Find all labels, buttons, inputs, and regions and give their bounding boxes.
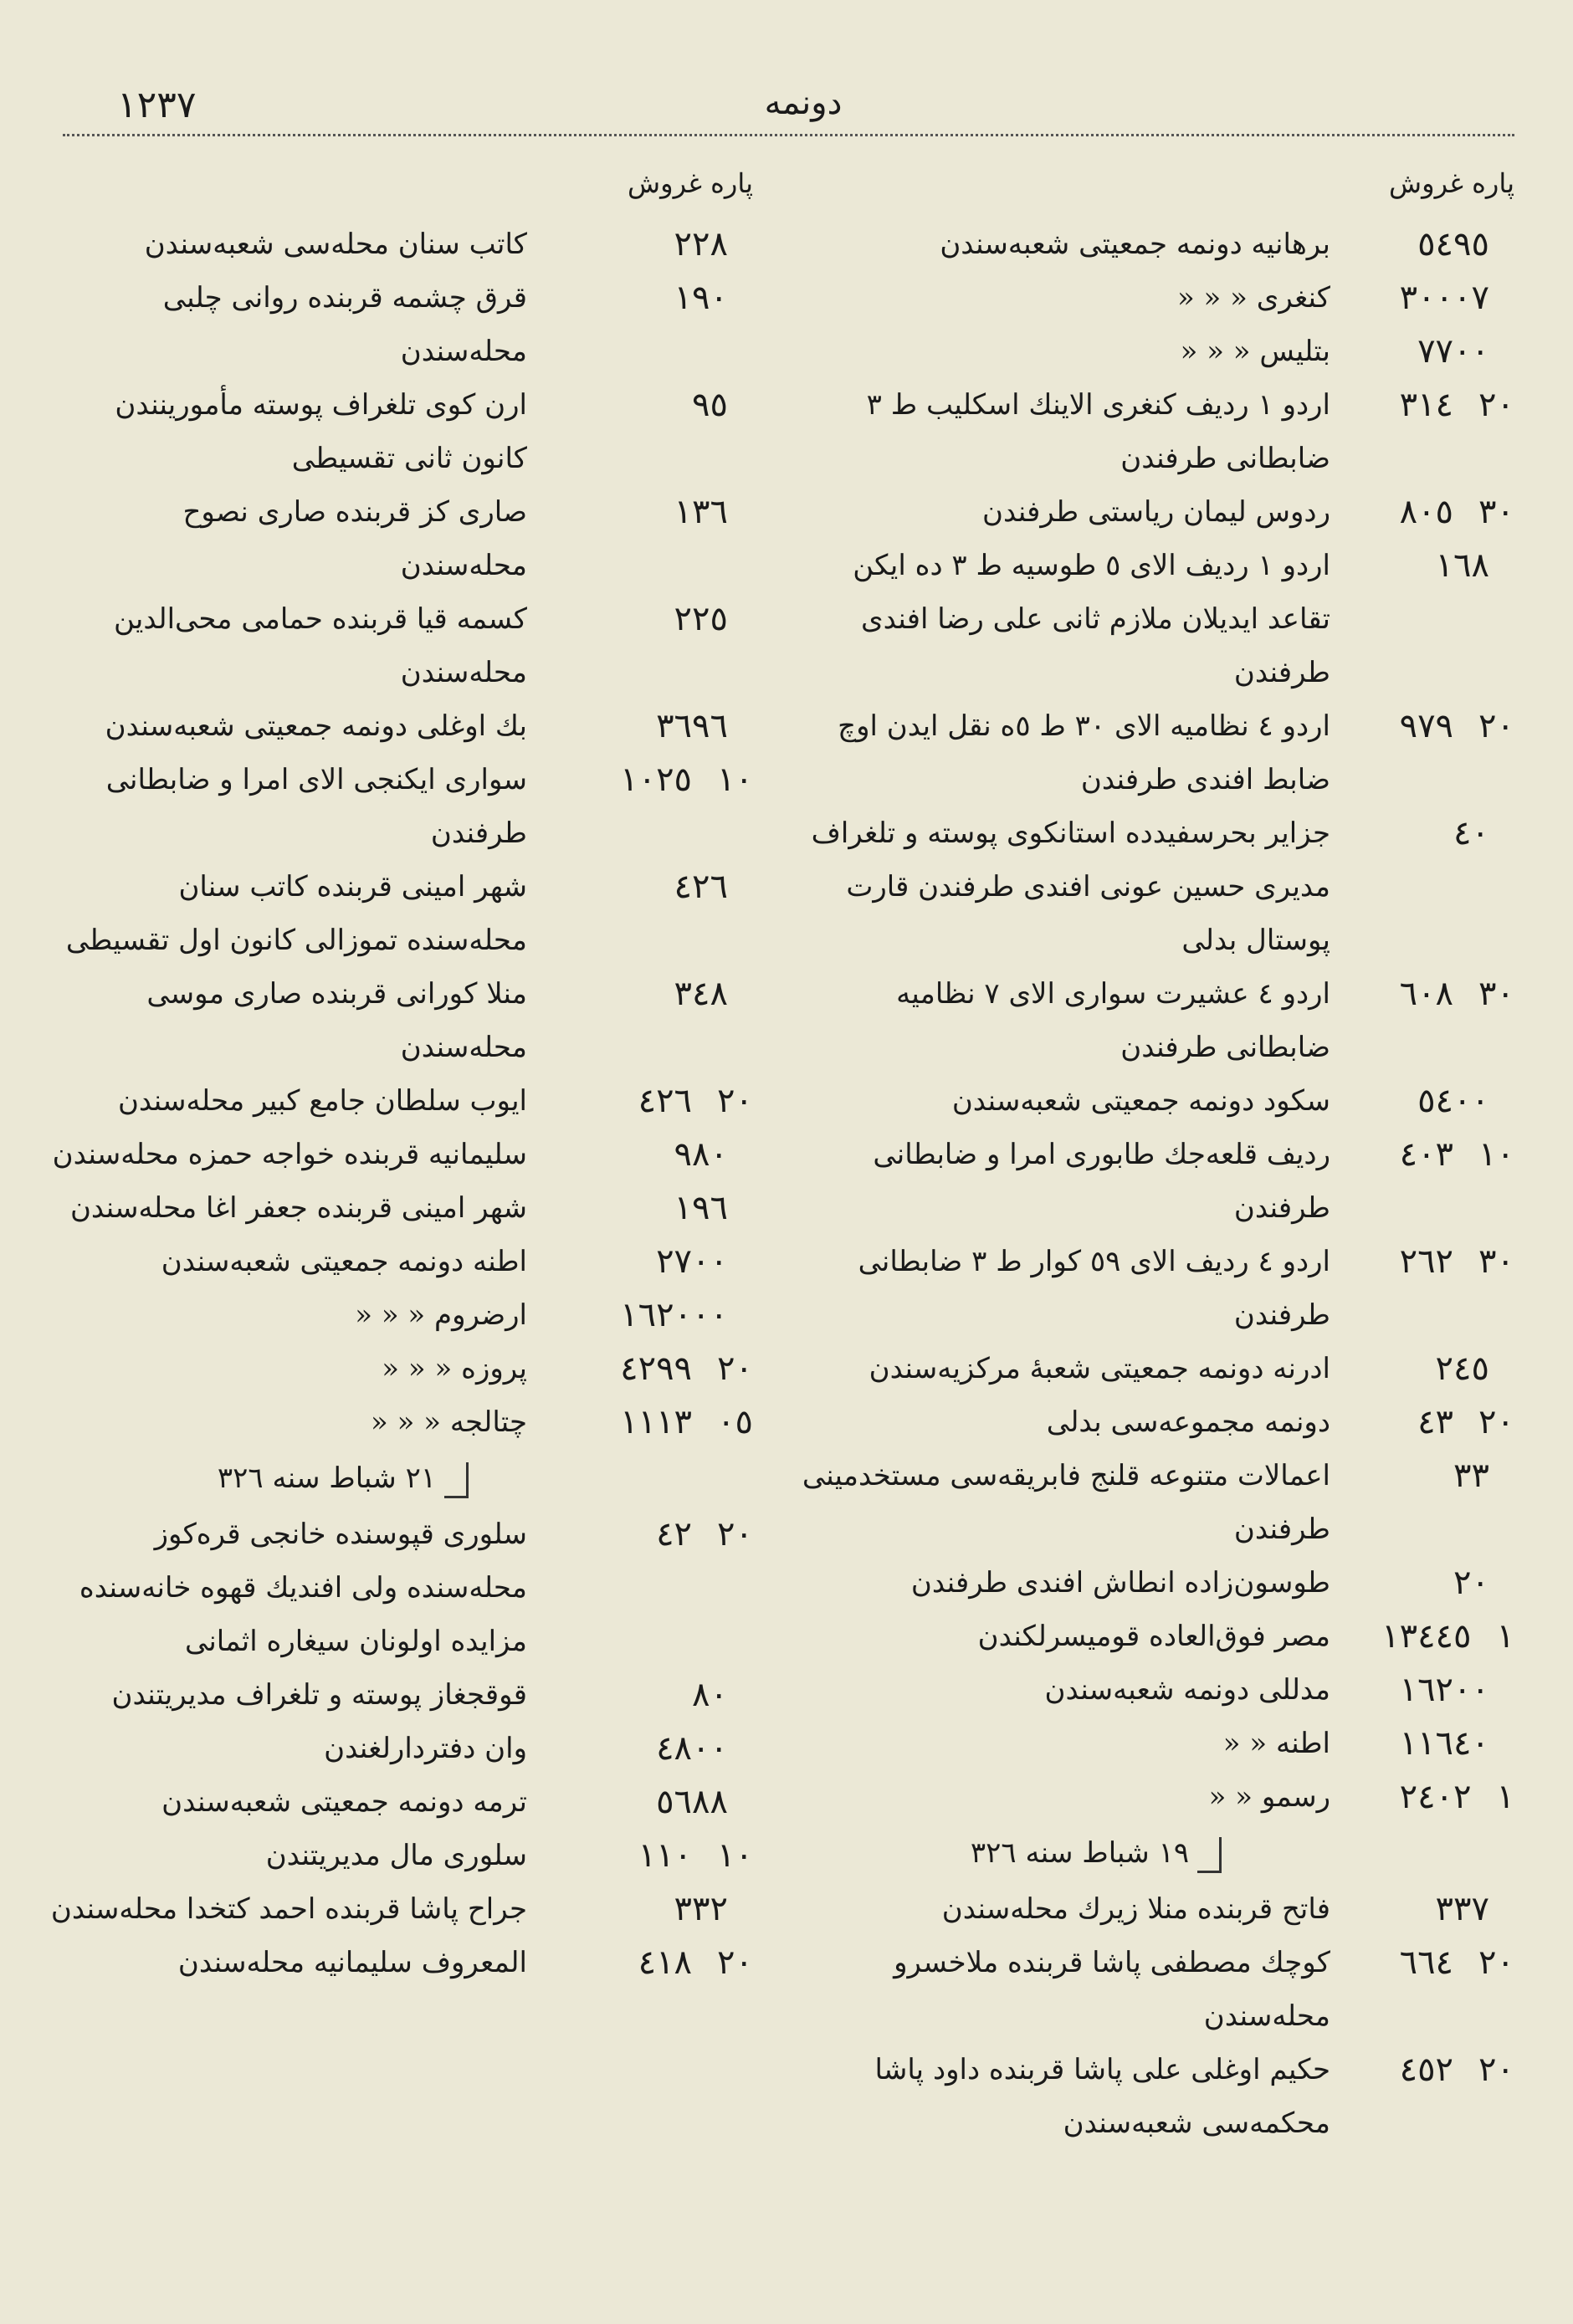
entry-description: طوسون‌زاده انطاش افندى طرفندن [910, 1566, 1330, 1600]
ledger-entry [50, 1722, 753, 1775]
kurus-amount: ٢٤٥ [1435, 1349, 1489, 1388]
amount [544, 592, 753, 646]
amount [544, 1395, 753, 1449]
kurus-amount: ٣٤٨ [674, 975, 728, 1013]
para-amount: ٠٥ [717, 1403, 753, 1441]
ledger-entry [795, 325, 1514, 378]
ledger-entry [795, 218, 1514, 271]
kurus-amount: ٢٢٨ [674, 225, 728, 264]
ledger-entry [50, 1074, 753, 1128]
kurus-amount: ١٦٢٠٠ [1399, 1671, 1489, 1709]
ledger-entry [795, 1882, 1514, 1936]
kurus-amount: ٣٣٢ [674, 1890, 728, 1928]
column-heading: پاره غروش [628, 167, 753, 199]
entry-description: المعروف سليمانيه محله‌سندن [177, 1946, 527, 1979]
kurus-amount: ١٩٦ [674, 1189, 728, 1227]
entry-description: اردو ٤ نظاميه الاى ٣٠ ط ٥ه نقل ايدن اوچ ضابط افندى طرفندن [838, 709, 1330, 796]
kurus-amount: ٩٧٩ [1399, 707, 1454, 745]
kurus-amount: ٤٣ [1417, 1403, 1454, 1441]
amount [1347, 1074, 1514, 1128]
entry-description: قوقجغاز پوسته و تلغراف مديريتندن [111, 1678, 527, 1712]
kurus-amount: ٢٧٠٠ [656, 1242, 728, 1281]
entry-description: پروزه « « « [382, 1352, 527, 1385]
kurus-amount: ١٦٢٠٠٠ [620, 1296, 728, 1334]
kurus-amount: ٤٢٦ [674, 868, 728, 906]
amount [544, 271, 753, 325]
ledger-entry [50, 860, 753, 967]
kurus-amount: ٩٨٠ [674, 1135, 728, 1174]
kurus-amount: ١٠٢٥ [620, 760, 693, 799]
kurus-amount: ٤٠٣ [1399, 1135, 1454, 1174]
amount [1347, 325, 1514, 378]
entry-description: كاتب سنان محله‌سى شعبه‌سندن [144, 228, 527, 261]
kurus-amount: ١٦٨ [1435, 546, 1489, 585]
para-amount: ١٠ [717, 1836, 753, 1875]
para-amount: ٢٠ [1478, 2050, 1514, 2089]
entry-description: رسمو « « [1208, 1780, 1330, 1814]
amount [1347, 1770, 1514, 1824]
entry-description: ايوب سلطان جامع كبير محله‌سندن [117, 1084, 527, 1118]
ledger-entry [795, 1128, 1514, 1235]
entry-description: دونمه مجموعه‌سى بدلى [1046, 1405, 1330, 1439]
entry-description: اطنه « « [1222, 1727, 1330, 1760]
entry-description: فاتح قربنده منلا زيرك محله‌سندن [941, 1892, 1330, 1926]
kurus-amount: ١٩٠ [674, 279, 728, 317]
amount [1347, 806, 1514, 860]
amount [1347, 1717, 1514, 1770]
amount [544, 1181, 753, 1235]
ledger-entry [795, 2043, 1514, 2150]
ledger-entry [795, 271, 1514, 325]
entry-description: كنغرى « « « [1176, 281, 1330, 315]
date-label: ٢١ شباط سنه ٣٢٦ [217, 1461, 437, 1495]
amount [544, 1342, 753, 1395]
ledger-entry [50, 1395, 753, 1449]
entry-description: حكيم اوغلى على پاشا قربنده داود پاشا محكمه‌سى شعبه‌سندن [874, 2053, 1330, 2140]
ledger-entry [795, 1235, 1514, 1342]
amount [1347, 1882, 1514, 1936]
para-amount: ٢٠ [717, 1943, 753, 1982]
entry-description: كوچك مصطفى پاشا قربنده ملاخسرو محله‌سندن [894, 1946, 1330, 2033]
amount [544, 1508, 753, 1561]
kurus-amount: ٦٠٨ [1399, 975, 1454, 1013]
ledger-entry [50, 592, 753, 699]
ledger-entry [795, 539, 1514, 699]
kurus-amount: ٢٦٢ [1399, 1242, 1454, 1281]
entry-description: رديف قلعه‌جك طابورى امرا و ضابطانى طرفندن [873, 1138, 1330, 1225]
amount [544, 753, 753, 806]
kurus-amount: ٤٥٢ [1399, 2050, 1454, 2089]
para-amount: ٢٠ [717, 1515, 753, 1554]
entry-description: منلا كورانى قربنده صارى موسى محله‌سندن [146, 977, 527, 1064]
entry-description: اطنه دونمه جمعيتى شعبه‌سندن [161, 1245, 527, 1278]
ledger-entry [795, 1770, 1514, 1824]
kurus-amount: ٢٠ [1453, 1564, 1489, 1602]
entry-description: ارضروم « « « [355, 1298, 527, 1332]
ledger-entry [795, 699, 1514, 806]
ledger-entry [795, 806, 1514, 967]
header-divider [63, 134, 1514, 136]
para-amount: ٢٠ [1478, 1943, 1514, 1982]
right-column [795, 159, 1514, 2150]
amount [1347, 967, 1514, 1021]
para-amount: ٢٠ [1478, 386, 1514, 424]
amount [1347, 485, 1514, 539]
ledger-entry [795, 1342, 1514, 1395]
amount [1347, 1235, 1514, 1288]
amount [544, 860, 753, 914]
kurus-amount: ٤٢٦ [638, 1082, 693, 1120]
kurus-amount: ١٣٤٤٥ [1381, 1617, 1472, 1656]
ledger-entry [50, 699, 753, 753]
ledger-entry [50, 1235, 753, 1288]
amount [1347, 1556, 1514, 1610]
amount [1347, 1610, 1514, 1663]
ledger-entry [50, 1288, 753, 1342]
amount [544, 1668, 753, 1722]
kurus-amount: ٣٣٧ [1435, 1890, 1489, 1928]
ledger-entry [795, 1556, 1514, 1610]
amount [1347, 218, 1514, 271]
kurus-amount: ٣٦٩٦ [656, 707, 728, 745]
para-amount: ٣٠ [1478, 1242, 1514, 1281]
amount [1347, 699, 1514, 753]
ledger-entry [50, 1128, 753, 1181]
ledger-entry [795, 378, 1514, 485]
para-amount: ٣٠ [1478, 493, 1514, 531]
entry-description: سوارى ايكنجى الاى امرا و ضابطانى طرفندن [105, 763, 527, 850]
entry-description: ارن كوى تلغراف پوسته مأمورينندن كانون ثانى تقسيطى [115, 388, 527, 475]
ledger-entry [50, 378, 753, 485]
ledger-entry [795, 1449, 1514, 1556]
kurus-amount: ١١٠ [638, 1836, 693, 1875]
ledger-entry [795, 1717, 1514, 1770]
kurus-amount: ٨٠ [692, 1676, 728, 1714]
kurus-amount: ٩٥ [692, 386, 728, 424]
ledger-entry [50, 485, 753, 592]
para-amount: ٢٠ [717, 1082, 753, 1120]
para-amount: ٢٠ [1478, 707, 1514, 745]
ledger-entry [795, 485, 1514, 539]
amount [544, 1936, 753, 1989]
left-column [50, 159, 753, 1989]
ledger-entry [50, 1775, 753, 1829]
ledger-entry [50, 1342, 753, 1395]
ledger-entry [50, 1882, 753, 1936]
kurus-amount: ٢٢٥ [674, 600, 728, 638]
entry-description: ردوس ليمان رياستى طرفندن [982, 495, 1330, 529]
kurus-amount: ٣٣ [1453, 1456, 1489, 1495]
amount [544, 1829, 753, 1882]
ledger-entry [50, 753, 753, 860]
kurus-amount: ٣١٤ [1399, 386, 1454, 424]
amount [1347, 1128, 1514, 1181]
kurus-amount: ٤٢٩٩ [620, 1349, 693, 1388]
kurus-amount: ١١١٣ [620, 1403, 693, 1441]
date-label: ١٩ شباط سنه ٣٢٦ [970, 1836, 1190, 1870]
ledger-entry [795, 1936, 1514, 2043]
amount [1347, 1936, 1514, 1989]
amount [1347, 539, 1514, 592]
amount [1347, 1663, 1514, 1717]
ledger-entry [50, 967, 753, 1074]
kurus-amount: ٤١٨ [638, 1943, 693, 1982]
entry-description: اعمالات متنوعه قلنج فابريقه‌سى مستخدمينى طرفندن [802, 1459, 1330, 1546]
amount [1347, 2043, 1514, 2096]
para-amount: ١٠ [1478, 1135, 1514, 1174]
entry-description: مصر فوق‌العاده قوميسرلكندن [977, 1620, 1330, 1653]
entry-description: سليمانيه قربنده خواجه حمزه محله‌سندن [52, 1138, 527, 1171]
column-heading: پاره غروش [1389, 167, 1514, 199]
date-bracket [1197, 1837, 1222, 1873]
entry-description: اردو ٤ رديف الاى ٥٩ كوار ط ٣ ضابطانى طرفندن [858, 1245, 1330, 1332]
ledger-entry [50, 218, 753, 271]
para-amount: ١ [1496, 1617, 1514, 1656]
entry-description: شهر امينى قربنده جعفر اغا محله‌سندن [69, 1191, 527, 1225]
page-number: ١٢٣٧ [117, 84, 197, 126]
ledger-entry [50, 1829, 753, 1882]
amount [544, 1722, 753, 1775]
entry-description: كسمه قيا قربنده حمامى محى‌الدين محله‌سندن [114, 602, 527, 689]
entry-description: ادرنه دونمه جمعيتى شعبهٔ مركزيه‌سندن [868, 1352, 1330, 1385]
kurus-amount: ٦٦٤ [1399, 1943, 1454, 1982]
amount [544, 378, 753, 432]
amount [1347, 1395, 1514, 1449]
kurus-amount: ٥٤٩٥ [1417, 225, 1489, 264]
kurus-amount: ٢٤٠٢ [1399, 1778, 1472, 1816]
entry-description: سلورى قپوسنده خانجى قره‌كوز محله‌سنده ولى افنديك قهوه خانه‌سنده مزايده اولونان سيغاره اثمانى [79, 1518, 527, 1658]
entry-description: برهانيه دونمه جمعيتى شعبه‌سندن [940, 228, 1330, 261]
ledger-entry [795, 967, 1514, 1074]
date-bracket [444, 1462, 469, 1498]
entry-description: اردو ١ رديف كنغرى الاينك اسكليب ط ٣ ضابطانى طرفندن [866, 388, 1330, 475]
para-amount: ١٠ [717, 760, 753, 799]
amount [544, 1288, 753, 1342]
kurus-amount: ٣٠٠٠٧ [1399, 279, 1489, 317]
kurus-amount: ٨٠٥ [1399, 493, 1454, 531]
kurus-amount: ١٣٦ [674, 493, 728, 531]
entry-description: وان دفتردارلغندن [324, 1732, 527, 1765]
amount [544, 1235, 753, 1288]
amount [544, 1882, 753, 1936]
amount [1347, 271, 1514, 325]
amount [1347, 378, 1514, 432]
entry-description: اردو ٤ عشيرت سوارى الاى ٧ نظاميه ضابطانى طرفندن [896, 977, 1330, 1064]
kurus-amount: ٤٠ [1453, 814, 1489, 852]
ledger-entry [795, 1074, 1514, 1128]
entry-description: قرق چشمه قربنده روانى چلبى محله‌سندن [162, 281, 527, 368]
entry-description: بتليس « « « [1180, 335, 1330, 368]
amount [544, 218, 753, 271]
date-divider [795, 1824, 1514, 1882]
entry-description: سلورى مال مديريتندن [265, 1839, 527, 1872]
page-header [117, 84, 1489, 134]
ledger-entry [50, 1508, 753, 1668]
kurus-amount: ٤٨٠٠ [656, 1729, 728, 1768]
entry-description: سكود دونمه جمعيتى شعبه‌سندن [951, 1084, 1330, 1118]
amount [544, 1074, 753, 1128]
entry-description: ترمه دونمه جمعيتى شعبه‌سندن [161, 1785, 527, 1819]
para-amount: ١ [1496, 1778, 1514, 1816]
date-divider [50, 1449, 753, 1508]
ledger-entry [795, 1610, 1514, 1663]
ledger-entry [50, 1181, 753, 1235]
para-amount: ٢٠ [717, 1349, 753, 1388]
kurus-amount: ٤٢ [656, 1515, 693, 1554]
ledger-entry [50, 271, 753, 378]
para-amount: ٣٠ [1478, 975, 1514, 1013]
entry-description: صارى كز قربنده صارى نصوح محله‌سندن [182, 495, 527, 582]
ledger-entry [795, 1663, 1514, 1717]
ledger-entry [50, 1936, 753, 1989]
entry-description: بك اوغلى دونمه جمعيتى شعبه‌سندن [105, 709, 527, 743]
amount [1347, 1449, 1514, 1502]
amount [544, 485, 753, 539]
entry-description: چتالجه « « « [371, 1405, 527, 1439]
entry-description: جراح پاشا قربنده احمد كتخدا محله‌سندن [50, 1892, 527, 1926]
amount [544, 967, 753, 1021]
para-amount: ٢٠ [1478, 1403, 1514, 1441]
entry-description: شهر امينى قربنده كاتب سنان محله‌سنده تموزالى كانون اول تقسيطى [65, 870, 527, 957]
ledger-entry [795, 1395, 1514, 1449]
entry-description: مدللى دونمه شعبه‌سندن [1044, 1673, 1330, 1707]
kurus-amount: ١١٦٤٠ [1399, 1724, 1489, 1763]
amount [544, 699, 753, 753]
amount [544, 1128, 753, 1181]
entry-description: جزاير بحرسفيدده استانكوى پوسته و تلغراف مديرى حسين عونى افندى طرفندن قارت پوستال بدلى [811, 816, 1330, 957]
page-title: دونمه [764, 84, 843, 122]
amount [1347, 1342, 1514, 1395]
kurus-amount: ٧٧٠٠ [1417, 332, 1489, 371]
kurus-amount: ٥٤٠٠ [1417, 1082, 1489, 1120]
ledger-entry [50, 1668, 753, 1722]
entry-description: اردو ١ رديف الاى ٥ طوسيه ط ٣ ده ايكن تقاعد ايديلان ملازم ثانى على رضا افندى طرفندن [853, 549, 1330, 689]
amount [544, 1775, 753, 1829]
kurus-amount: ٥٦٨٨ [656, 1783, 728, 1821]
